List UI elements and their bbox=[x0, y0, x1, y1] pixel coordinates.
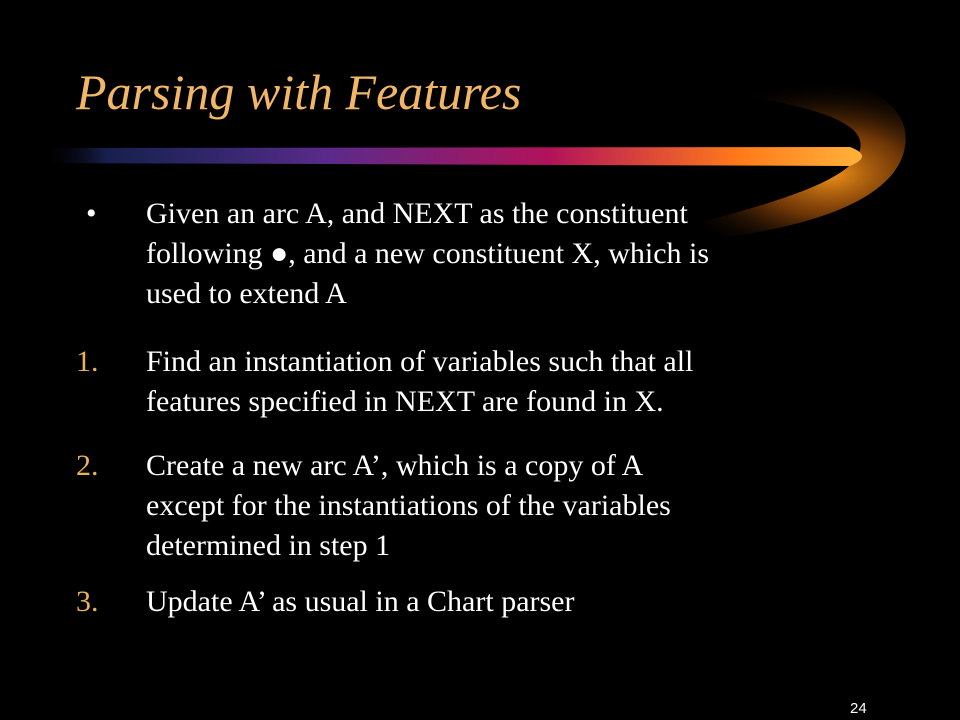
bullet-marker: • bbox=[86, 197, 97, 230]
numbered-item-marker: 1. bbox=[76, 345, 99, 378]
numbered-item-line: Find an instantiation of variables such that all bbox=[146, 345, 694, 378]
numbered-item-text bbox=[146, 582, 866, 622]
numbered-item-line: determined in step 1 bbox=[146, 529, 391, 562]
numbered-item-line: Create a new arc A’, which is a copy of A bbox=[146, 449, 644, 482]
numbered-item-line: features specified in NEXT are found in X. bbox=[146, 385, 664, 418]
slide-title: Parsing with Features bbox=[76, 64, 522, 120]
slide-number: 24 bbox=[850, 700, 867, 717]
bullet-item-line: following ●, and a new constituent X, which is bbox=[146, 237, 710, 270]
swoosh-beam bbox=[40, 147, 862, 166]
numbered-item-marker: 2. bbox=[76, 449, 99, 482]
numbered-item-text bbox=[146, 342, 866, 422]
numbered-item-line: Update A’ as usual in a Chart parser bbox=[146, 585, 575, 618]
bullet-item-text bbox=[146, 194, 866, 314]
numbered-item-text bbox=[146, 446, 866, 566]
bullet-item-line: used to extend A bbox=[146, 277, 347, 310]
numbered-item-marker: 3. bbox=[76, 585, 99, 618]
numbered-item-line: except for the instantiations of the variables bbox=[146, 489, 671, 522]
bullet-item-line: Given an arc A, and NEXT as the constituent bbox=[146, 197, 688, 230]
